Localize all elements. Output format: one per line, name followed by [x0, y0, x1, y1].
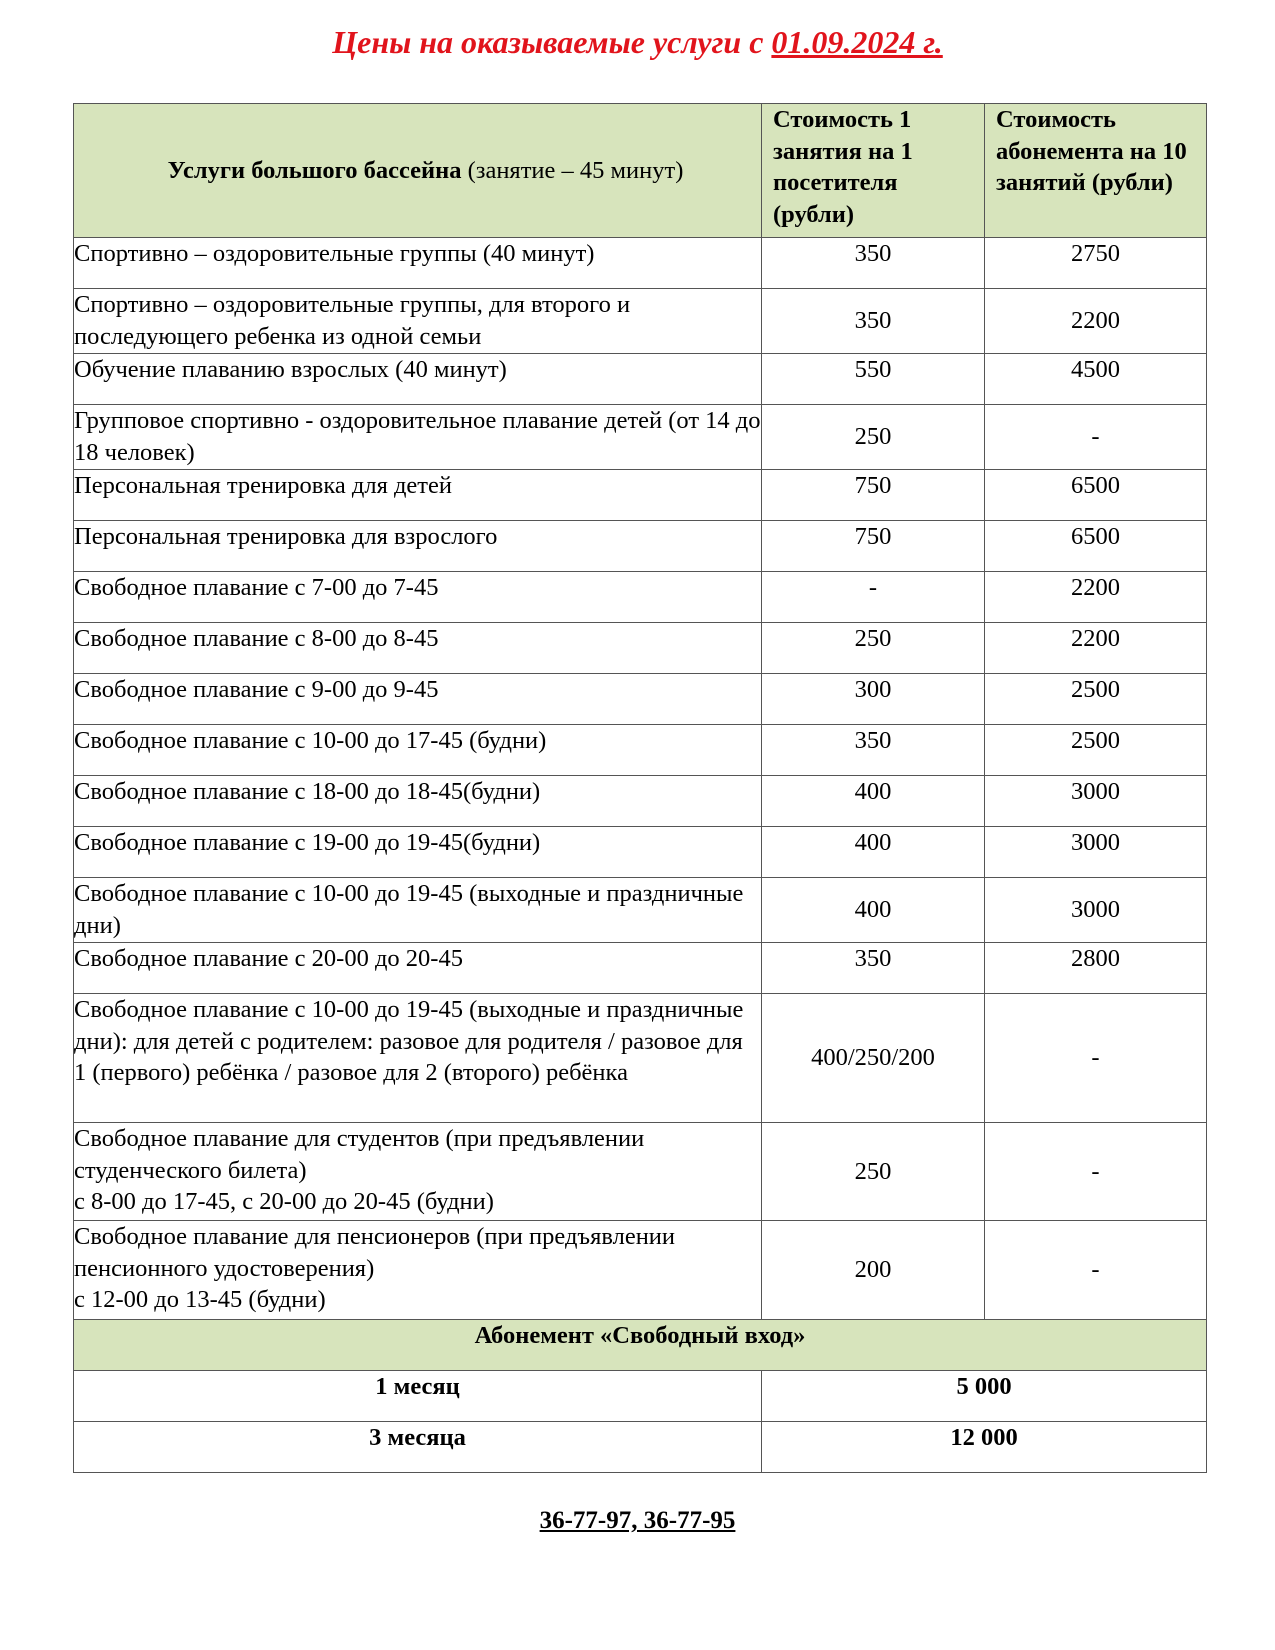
subscription-price: 5 000 [762, 1371, 1207, 1422]
header-service-bold: Услуги большого бассейна [167, 156, 462, 184]
price-single: 350 [762, 289, 985, 354]
price-single: 400 [762, 827, 985, 878]
price-single: 300 [762, 674, 985, 725]
price-pass: - [985, 1123, 1207, 1221]
service-name: Спортивно – оздоровительные группы (40 минут) [74, 238, 762, 289]
table-row [74, 674, 1207, 725]
title-prefix: Цены на оказываемые услуги с [332, 24, 772, 60]
price-single: 400 [762, 878, 985, 943]
price-pass: 3000 [985, 878, 1207, 943]
service-name: Свободное плавание с 20-00 до 20-45 [74, 943, 762, 994]
table-row [74, 827, 1207, 878]
service-name: Спортивно – оздоровительные группы, для второго и последующего ребенка из одной семьи [74, 289, 762, 354]
table-row [74, 1221, 1207, 1320]
page-title [0, 18, 1275, 66]
table-row [74, 878, 1207, 943]
table-row [74, 776, 1207, 827]
table-row [74, 289, 1207, 354]
price-single: 550 [762, 354, 985, 405]
service-name: Обучение плаванию взрослых (40 минут) [74, 354, 762, 405]
table-row [74, 994, 1207, 1123]
price-single: 350 [762, 725, 985, 776]
service-name: Свободное плавание с 10-00 до 19-45 (выходные и праздничные дни): для детей с родителем: разовое для родителя / разовое для 1 (первого) ребёнка / разовое для 2 (второго) ребёнка [74, 994, 762, 1123]
price-single: 250 [762, 1123, 985, 1221]
price-pass: 2200 [985, 289, 1207, 354]
service-name: Групповое спортивно - оздоровительное плавание детей (от 14 до 18 человек) [74, 405, 762, 470]
price-single: 400 [762, 776, 985, 827]
service-time-line: с 8-00 до 17-45, с 20-00 до 20-45 (будни) [74, 1188, 494, 1215]
price-single: 250 [762, 623, 985, 674]
service-name [74, 1221, 762, 1320]
subscription-price: 12 000 [762, 1422, 1207, 1473]
subscription-row [74, 1422, 1207, 1473]
service-name: Свободное плавание с 19-00 до 19-45(будни) [74, 827, 762, 878]
table-row [74, 521, 1207, 572]
table-row [74, 943, 1207, 994]
table-row [74, 470, 1207, 521]
header-price-pass: Стоимость абонемента на 10 занятий (рубли) [985, 104, 1207, 238]
table-row [74, 725, 1207, 776]
table-row [74, 1123, 1207, 1221]
service-name: Свободное плавание с 10-00 до 19-45 (выходные и праздничные дни) [74, 878, 762, 943]
service-name: Свободное плавание с 9-00 до 9-45 [74, 674, 762, 725]
service-name-line: Свободное плавание для студентов (при предъявлении студенческого билета) [74, 1125, 645, 1184]
service-name: Свободное плавание с 10-00 до 17-45 (будни) [74, 725, 762, 776]
service-name: Персональная тренировка для детей [74, 470, 762, 521]
price-single: 750 [762, 470, 985, 521]
price-pass: 3000 [985, 827, 1207, 878]
price-single: 200 [762, 1221, 985, 1320]
price-pass: 2750 [985, 238, 1207, 289]
price-pass: 2800 [985, 943, 1207, 994]
header-price-single: Стоимость 1 занятия на 1 посетителя (рубли) [762, 104, 985, 238]
price-single: 250 [762, 405, 985, 470]
price-pass: 2200 [985, 623, 1207, 674]
service-name: Свободное плавание с 8-00 до 8-45 [74, 623, 762, 674]
price-single: 350 [762, 943, 985, 994]
service-name: Персональная тренировка для взрослого [74, 521, 762, 572]
price-pass: - [985, 405, 1207, 470]
price-pass: - [985, 994, 1207, 1123]
service-name [74, 1123, 762, 1221]
table-header-row [74, 104, 1207, 238]
table-row [74, 572, 1207, 623]
price-pass: 2500 [985, 725, 1207, 776]
price-pass: - [985, 1221, 1207, 1320]
table-row [74, 623, 1207, 674]
price-single: - [762, 572, 985, 623]
price-single: 400/250/200 [762, 994, 985, 1123]
price-pass: 2500 [985, 674, 1207, 725]
subscription-row [74, 1371, 1207, 1422]
service-time-line: с 12-00 до 13-45 (будни) [74, 1286, 326, 1313]
subscription-title: Абонемент «Свободный вход» [74, 1320, 1207, 1371]
table-row [74, 354, 1207, 405]
price-pass: 4500 [985, 354, 1207, 405]
table-row [74, 405, 1207, 470]
header-service-note: (занятие – 45 минут) [461, 156, 684, 184]
price-single: 350 [762, 238, 985, 289]
service-name-line: Свободное плавание для пенсионеров (при предъявлении пенсионного удостоверения) [74, 1223, 676, 1282]
table-row [74, 238, 1207, 289]
price-single: 750 [762, 521, 985, 572]
contact-phones: 36-77-97, 36-77-95 [539, 1507, 736, 1534]
subscription-header-row [74, 1320, 1207, 1371]
price-table [73, 103, 1207, 1473]
subscription-period: 1 месяц [74, 1371, 762, 1422]
title-date: 01.09.2024 г. [771, 24, 943, 60]
header-service [74, 104, 762, 238]
price-pass: 3000 [985, 776, 1207, 827]
subscription-period: 3 месяца [74, 1422, 762, 1473]
price-pass: 2200 [985, 572, 1207, 623]
price-pass: 6500 [985, 521, 1207, 572]
service-name: Свободное плавание с 18-00 до 18-45(будни) [74, 776, 762, 827]
price-pass: 6500 [985, 470, 1207, 521]
service-name: Свободное плавание с 7-00 до 7-45 [74, 572, 762, 623]
